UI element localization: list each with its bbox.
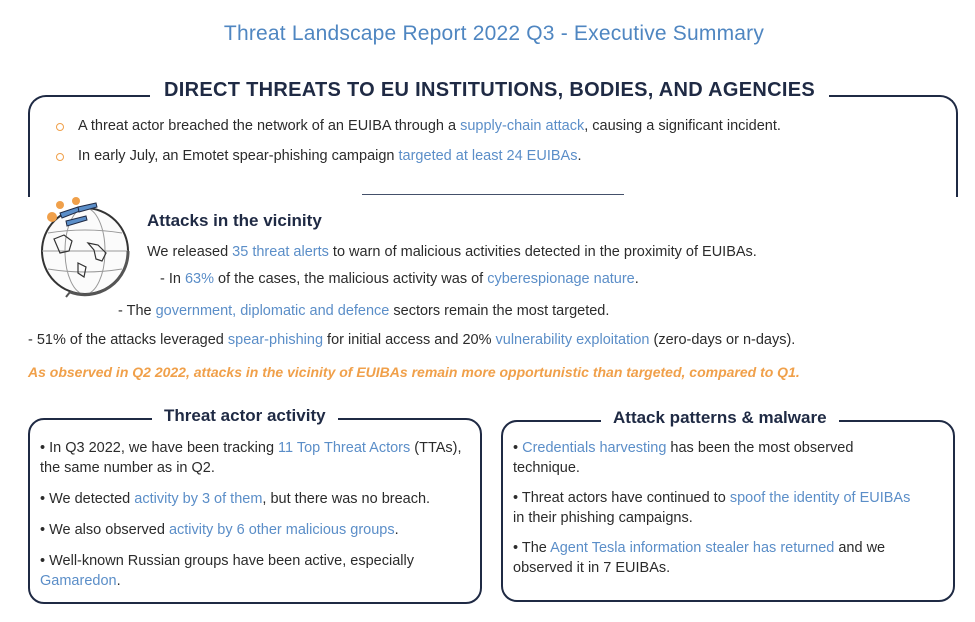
item-highlight: Gamaredon — [40, 573, 117, 589]
threat-actor-list — [40, 438, 476, 591]
item-highlight: activity by 6 other malicious groups — [168, 522, 395, 538]
line-text: of the cases, the malicious activity was of — [214, 271, 488, 287]
item-text: . — [394, 522, 399, 538]
vicinity-line — [118, 303, 609, 319]
orange-ring-bullet-icon — [56, 123, 64, 131]
line-text: We released — [147, 244, 233, 260]
line-highlight: spear-phishing — [227, 332, 324, 348]
item-text: A threat actor breached the network of an EUIBA through a — [78, 118, 461, 134]
item-text: in their phishing campaigns. — [513, 510, 693, 526]
item-text: and we observed it in 7 EUIBAs. — [513, 540, 886, 576]
line-highlight: government, diplomatic and defence — [155, 303, 390, 319]
attack-patterns-heading: Attack patterns & malware — [601, 408, 839, 428]
vicinity-line — [28, 332, 795, 348]
vicinity-line — [160, 271, 639, 287]
line-highlight: 35 threat alerts — [232, 244, 329, 260]
item-highlight: spoof the identity of EUIBAs — [729, 490, 911, 506]
line-text: to warn of malicious activities detected in the proximity of EUIBAs. — [328, 244, 757, 260]
list-item — [513, 438, 913, 478]
direct-threat-item — [56, 148, 581, 164]
line-highlight: 63% — [184, 271, 215, 287]
vicinity-heading: Attacks in the vicinity — [147, 211, 322, 230]
item-text: , but there was no breach. — [262, 491, 431, 507]
list-item — [40, 489, 476, 509]
list-item — [513, 488, 913, 528]
line-text: - The — [118, 303, 156, 319]
list-item — [513, 538, 913, 578]
line-text: - In — [160, 271, 185, 287]
line-text: . — [634, 271, 639, 287]
item-text: • — [513, 440, 523, 456]
page-title: Threat Landscape Report 2022 Q3 - Executive Summary — [223, 22, 765, 45]
line-text: for initial access and 20% — [323, 332, 496, 348]
item-text: • The — [513, 540, 551, 556]
item-text: • We also observed — [40, 522, 169, 538]
line-highlight: vulnerability exploitation — [495, 332, 650, 348]
item-text: . — [577, 148, 582, 164]
direct-threats-frame — [28, 95, 958, 197]
item-text: has been the most observed technique. — [513, 440, 854, 476]
line-text: sectors remain the most targeted. — [389, 303, 610, 319]
globe-with-fish-hooks-icon — [30, 193, 142, 305]
item-text: , causing a significant incident. — [584, 118, 781, 134]
item-highlight: supply-chain attack — [460, 118, 585, 134]
line-text: - 51% of the attacks leveraged — [28, 332, 228, 348]
item-text: . — [116, 573, 121, 589]
direct-threats-heading: DIRECT THREATS TO EU INSTITUTIONS, BODIES, AND AGENCIES — [150, 79, 829, 102]
threat-actor-heading: Threat actor activity — [152, 406, 338, 426]
line-highlight: cyberespionage nature — [487, 271, 635, 287]
item-highlight: activity by 3 of them — [134, 491, 263, 507]
item-text: • In Q3 2022, we have been tracking — [40, 440, 279, 456]
orange-ring-bullet-icon — [56, 153, 64, 161]
item-text: • We detected — [40, 491, 135, 507]
direct-threat-item — [56, 118, 781, 134]
section-divider — [362, 194, 624, 195]
item-text: • Threat actors have continued to — [513, 490, 730, 506]
item-highlight: 11 Top Threat Actors — [278, 440, 411, 456]
item-highlight: Credentials harvesting — [522, 440, 667, 456]
item-highlight: Agent Tesla information stealer has returned — [550, 540, 835, 556]
item-text: In early July, an Emotet spear-phishing campaign — [78, 148, 399, 164]
vicinity-line — [147, 244, 757, 260]
list-item — [40, 438, 476, 478]
attack-patterns-list — [513, 438, 913, 578]
item-text: • Well-known Russian groups have been active, especially — [40, 553, 414, 569]
vicinity-conclusion: As observed in Q2 2022, attacks in the vicinity of EUIBAs remain more opportunistic than targeted, compared to Q1. — [28, 364, 800, 380]
line-text: (zero-days or n-days). — [649, 332, 796, 348]
list-item — [40, 551, 476, 591]
list-item — [40, 520, 476, 540]
item-text: (TTAs), the same number as in Q2. — [40, 440, 462, 476]
item-highlight: targeted at least 24 EUIBAs — [398, 148, 578, 164]
